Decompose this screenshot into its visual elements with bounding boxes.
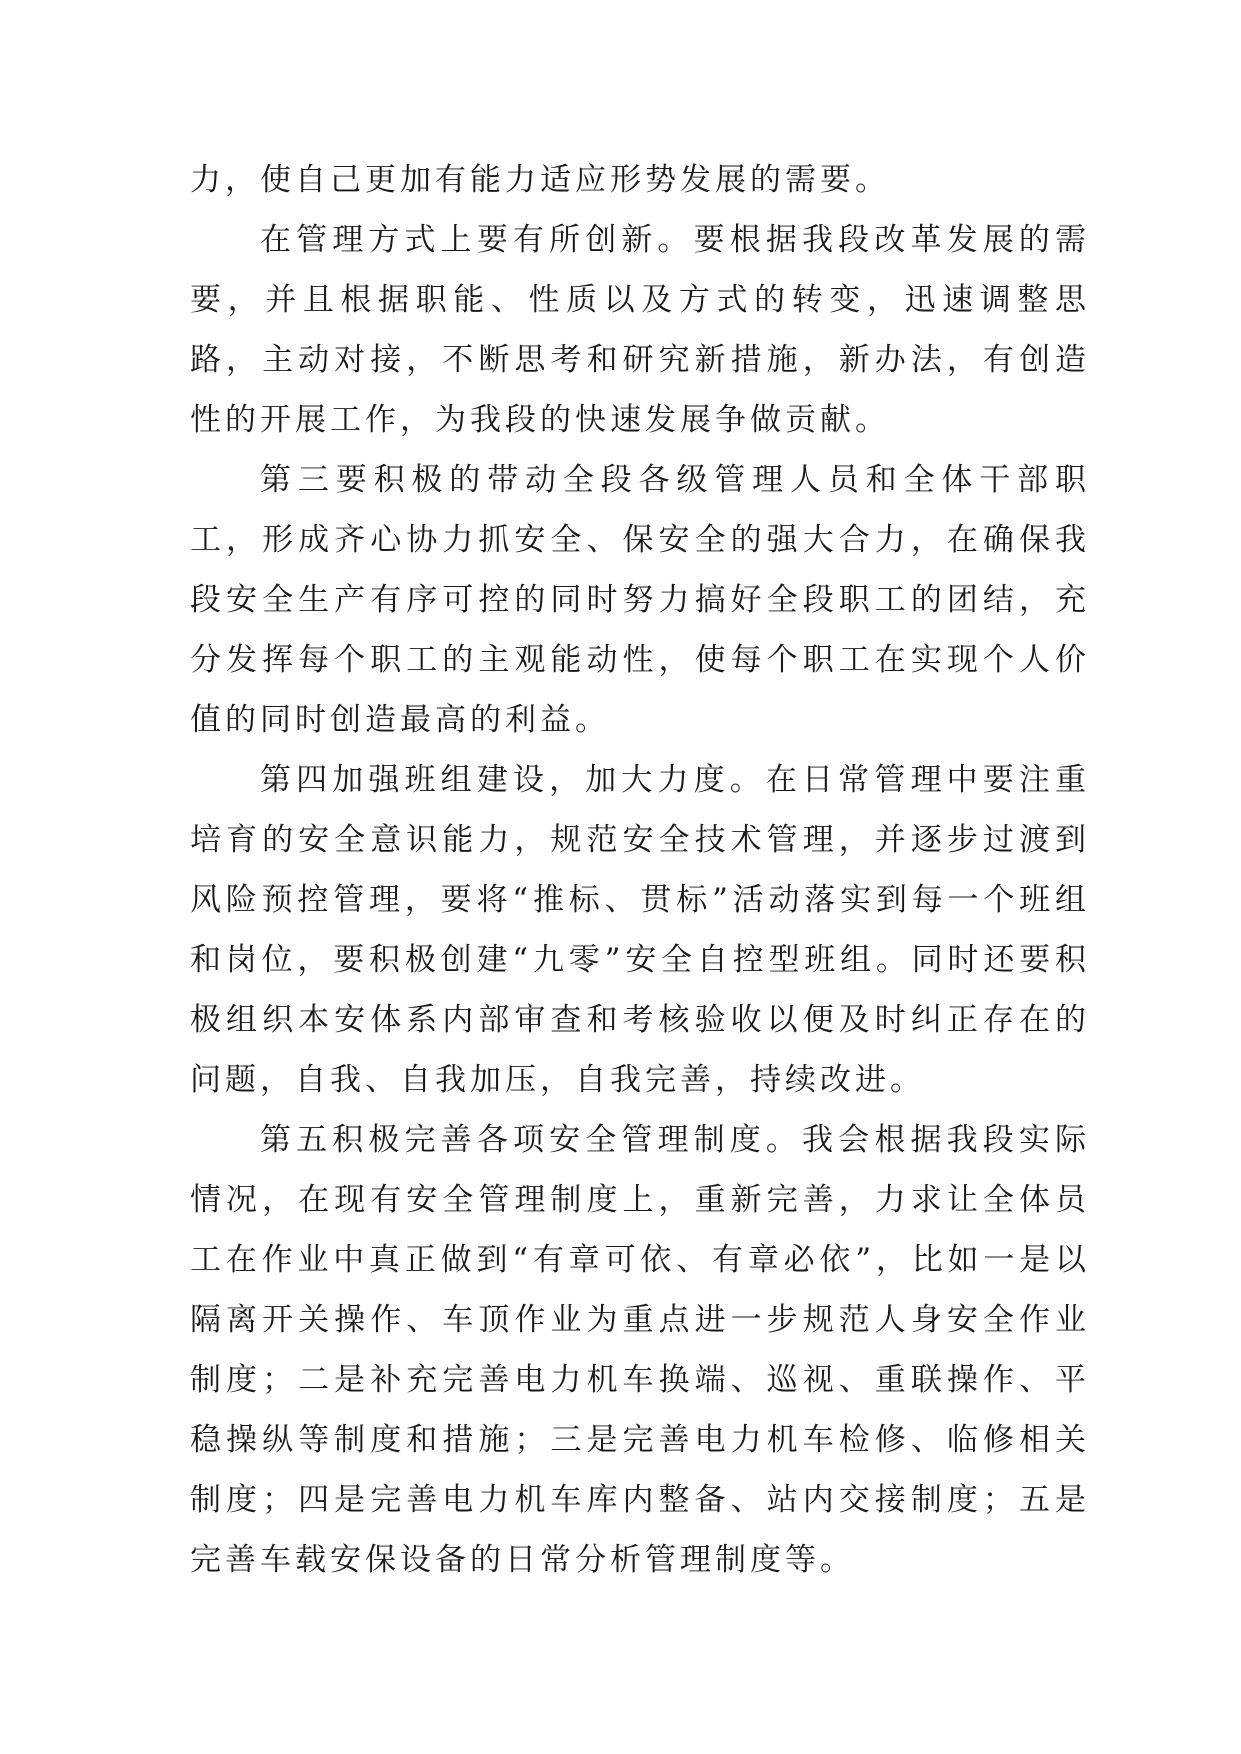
paragraph-continuation: 力，使自己更加有能力适应形势发展的需要。 [190,162,890,198]
paragraph-fifth-point: 第五积极完善各项安全管理制度。我会根据我段实际情况，在现有安全管理制度上，重新完善，力求让全体员工在作业中真正做到“有章可依、有章必依”，比如一是以隔离开关操作、车顶作业为重点进一步规范人身安全作业制度；二是补充完善电力机车换端、巡视、重联操作、平稳操纵等制度和措施；三是完善电力机车检修、临修相关制度；四是完善电力机车库内整备、站内交接制度；五是完善车载安保设备的日常分析管理制度等。 [190,1122,1090,1578]
document-body [190,150,1090,1590]
paragraph-third-point: 第三要积极的带动全段各级管理人员和全体干部职工，形成齐心协力抓安全、保安全的强大合力，在确保我段安全生产有序可控的同时努力搞好全段职工的团结，充分发挥每个职工的主观能动性，使每个职工在实现个人价值的同时创造最高的利益。 [190,462,1090,738]
paragraph-management-innovation: 在管理方式上要有所创新。要根据我段改革发展的需要，并且根据职能、性质以及方式的转变，迅速调整思路，主动对接，不断思考和研究新措施，新办法，有创造性的开展工作，为我段的快速发展争做贡献。 [190,222,1090,438]
paragraph-fourth-point: 第四加强班组建设，加大力度。在日常管理中要注重培育的安全意识能力，规范安全技术管理，并逐步过渡到风险预控管理，要将“推标、贯标”活动落实到每一个班组和岗位，要积极创建“九零”安全自控型班组。同时还要积极组织本安体系内部审查和考核验收以便及时纠正存在的问题，自我、自我加压，自我完善，持续改进。 [190,762,1090,1098]
